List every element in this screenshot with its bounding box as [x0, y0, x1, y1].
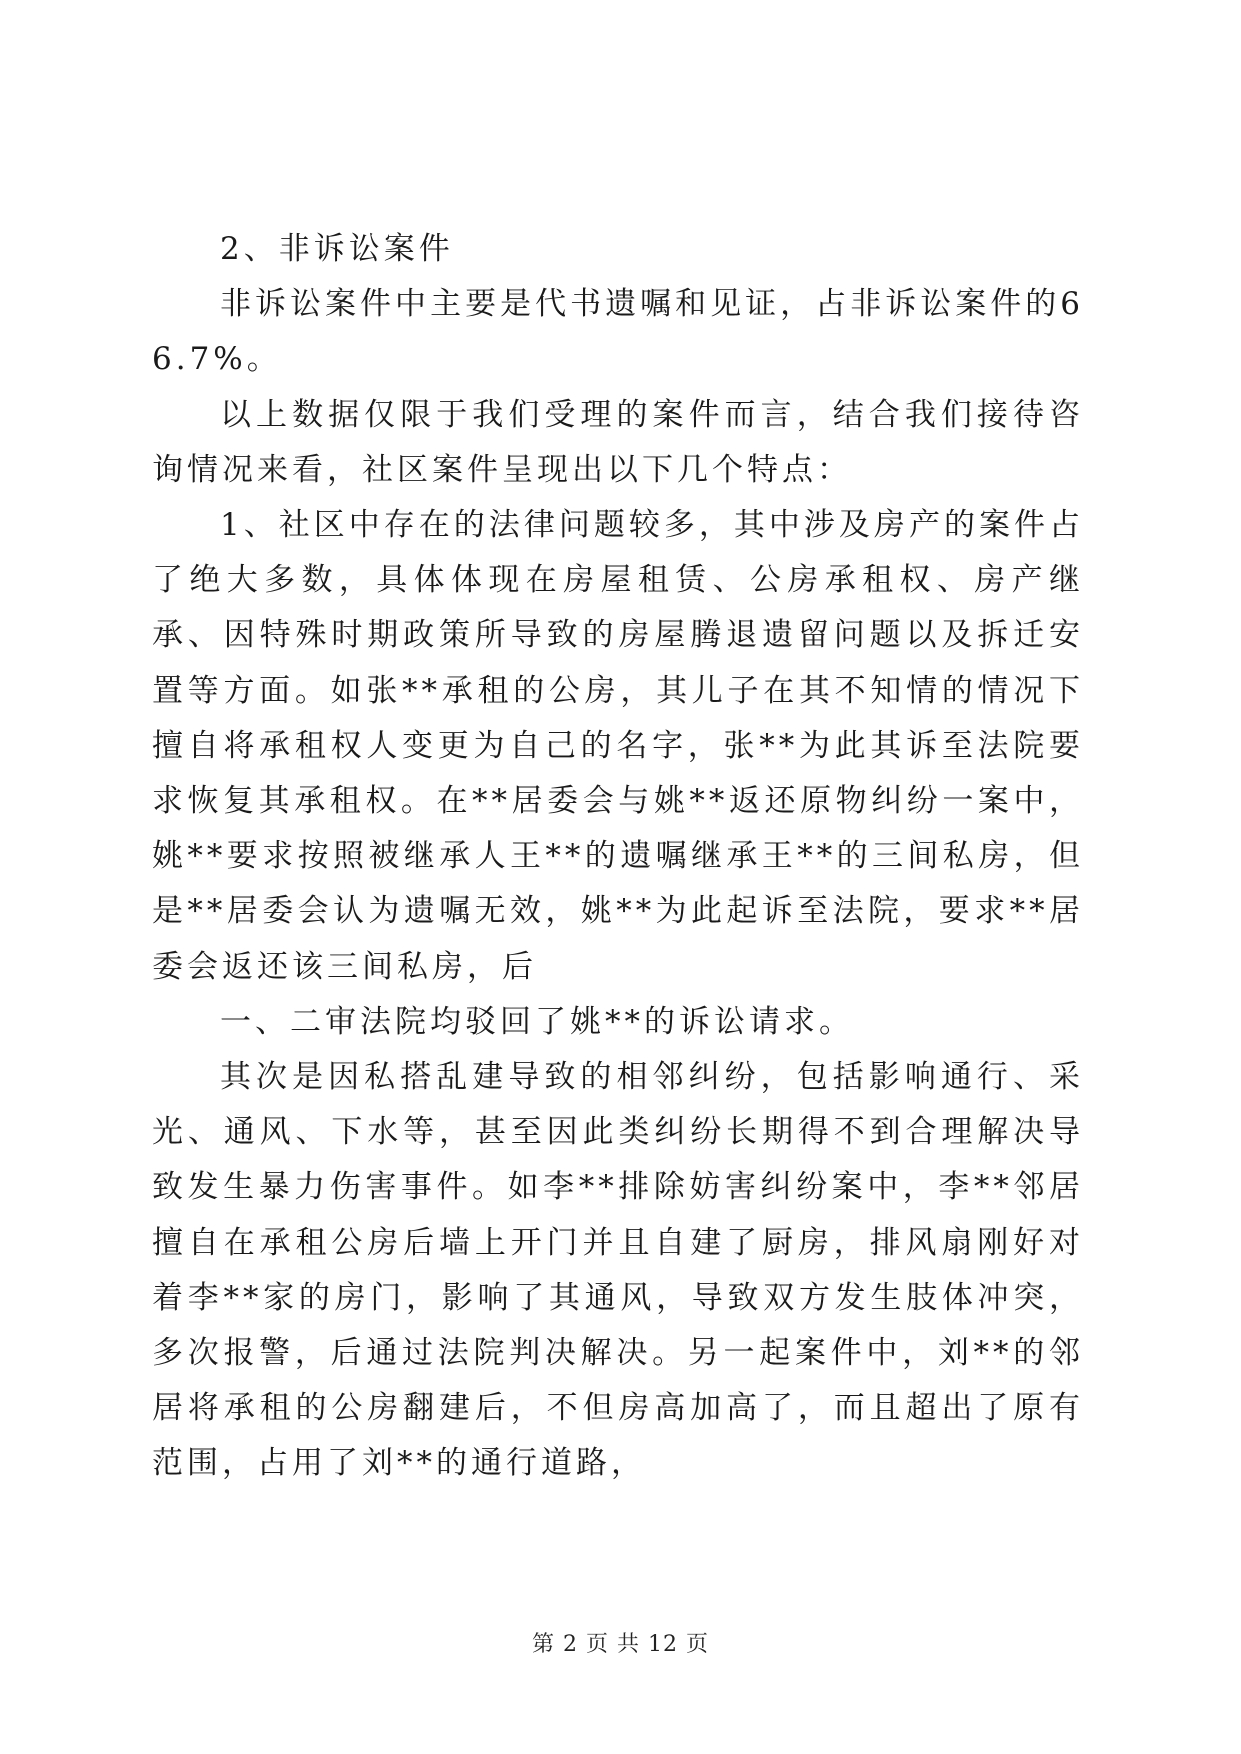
page-footer: 第 2 页 共 12 页: [532, 1632, 709, 1657]
paragraph: 其次是因私搭乱建导致的相邻纠纷，包括影响通行、采光、通风、下水等，甚至因此类纠纷长期得不到合理解决导致发生暴力伤害事件。如李**排除妨害纠纷案中，李**邻居擅自在承租公房后墙上开门并且自建了厨房，排风扇刚好对着李**家的房门，影响了其通风，导致双方发生肢体冲突，多次报警，后通过法院判决解决。另一起案件中，刘**的邻居将承租的公房翻建后，不但房高加高了，而且超出了原有范围，占用了刘**的通行道路，: [152, 1059, 1084, 1482]
paragraph: 1、社区中存在的法律问题较多，其中涉及房产的案件占了绝大多数，具体体现在房屋租赁、公房承租权、房产继承、因特殊时期政策所导致的房屋腾退遗留问题以及拆迁安置等方面。如张**承租的公房，其儿子在其不知情的情况下擅自将承租权人变更为自己的名字，张**为此其诉至法院要求恢复其承租权。在**居委会与姚**返还原物纠纷一案中，姚**要求按照被继承人王**的遗嘱继承王**的三间私房，但是**居委会认为遗嘱无效，姚**为此起诉至法院，要求**居委会返还该三间私房，后: [152, 507, 1084, 985]
paragraph: 非诉讼案件中主要是代书遗嘱和见证，占非诉讼案件的66.7%。: [152, 286, 1084, 378]
paragraph: 以上数据仅限于我们受理的案件而言，结合我们接待咨询情况来看，社区案件呈现出以下几个特点：: [152, 396, 1084, 488]
section-heading: 2、非诉讼案件: [220, 231, 454, 267]
document-body: [152, 222, 1084, 1492]
paragraph: 一、二审法院均驳回了姚**的诉讼请求。: [220, 1003, 854, 1040]
